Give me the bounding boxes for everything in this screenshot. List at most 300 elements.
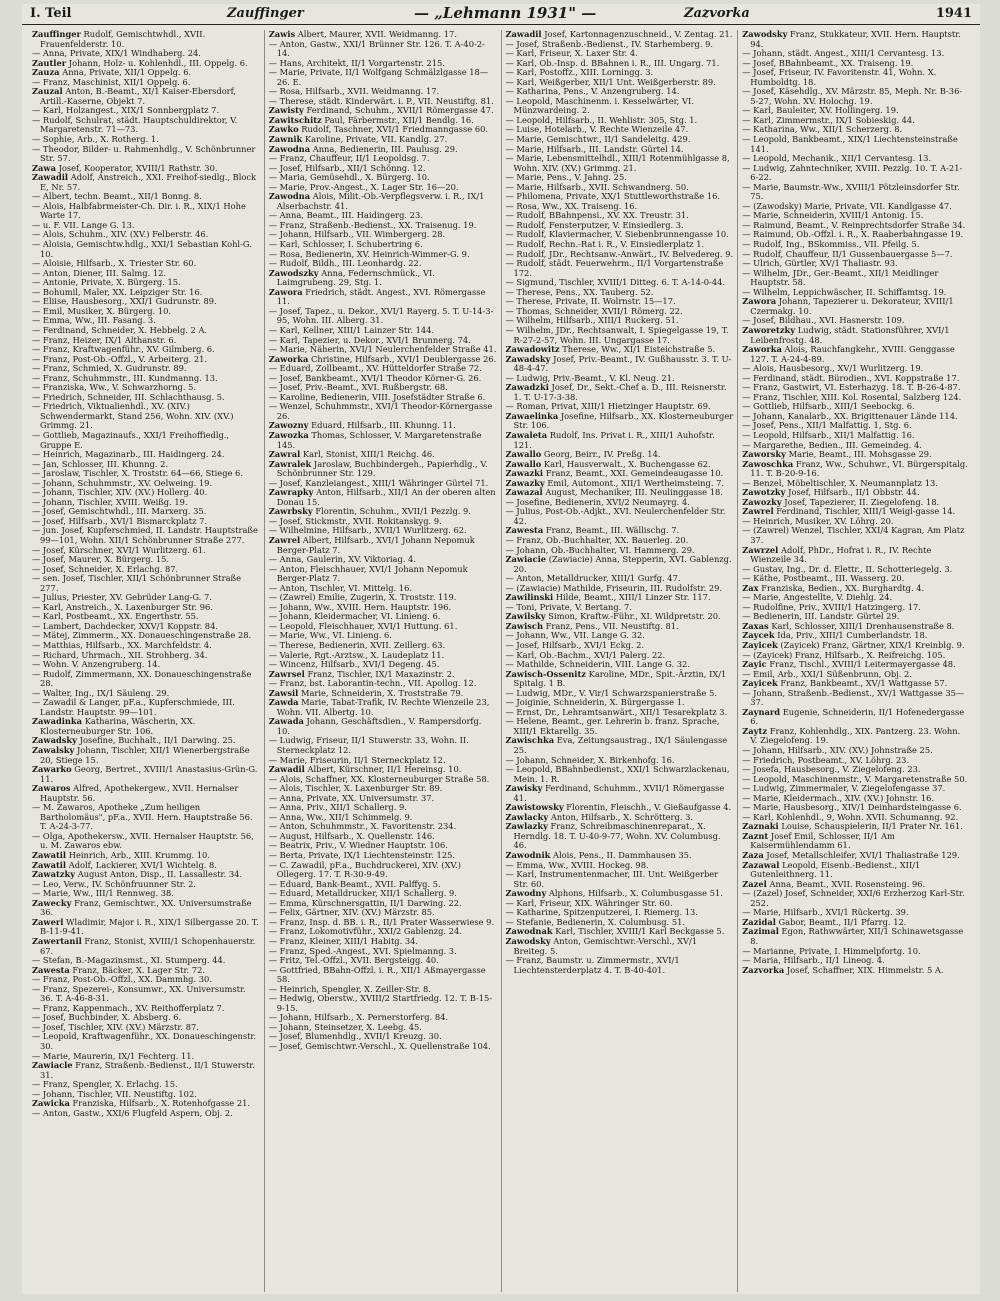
- directory-entry: [269, 698, 497, 717]
- entry-details: — Marie, Schneiderin, XVIII/1 Antonig. 15.: [742, 210, 924, 221]
- entry-details: — Olga, Apothekersw., XVII. Hernalser Hauptstr. 56, u. M. Zawaros ebw.: [32, 830, 254, 851]
- entry-details: Marie, Schneiderin, X. Troststraße 79.: [298, 687, 464, 698]
- directory-entry: [32, 918, 260, 937]
- entry-details: — Anton, Metalldrucker, XIII/1 Gurfg. 47.: [505, 573, 681, 584]
- entry-details: — Leo, Verw., IV. Schönfruunner Str. 2.: [32, 878, 197, 889]
- entry-surname: Zawralek: [268, 458, 312, 469]
- entry-details: — Franz, bst. Laborantin-techn., VII. Apollog. 12.: [268, 678, 477, 689]
- directory-entry: [32, 202, 260, 221]
- entry-details: — Anton, Tischler, VI. Mittelg. 16.: [268, 582, 413, 593]
- page-header: [22, 4, 980, 25]
- entry-details: Wladimir, Major i. R., XIX/1 Silbergasse 20. T. B-11-9-41.: [40, 916, 259, 937]
- directory-entry: [506, 97, 734, 116]
- entry-surname: Zawrzel: [742, 544, 779, 555]
- entry-details: — Marie, Hausbesorg., XIV/1 Deinhardsteingasse 6.: [742, 802, 962, 813]
- directory-entry: [269, 736, 497, 755]
- directory-entry: [269, 40, 497, 59]
- directory-entry: [32, 574, 260, 593]
- entry-surname: Zawallo: [505, 449, 542, 460]
- entry-details: Marie, Beamt., III. Mohsgasse 29.: [785, 449, 932, 460]
- entry-details: — Emil, Musiker, X. Bürgerg. 10.: [32, 305, 172, 316]
- entry-details: — Rudolf, Schulrat, städt. Hauptschuldirektor, V. Margaretenstr. 71—73.: [32, 114, 238, 135]
- entry-details: — Ludwig, MDr., V. Vir/1 Schwarzspanierstraße 5.: [505, 687, 718, 698]
- entry-details: — Rosa, Bedienerin, XV. Heinrich-Wimmer-G. 9.: [268, 248, 470, 259]
- entry-details: — (Zawiacie) Mathilde, Friseurin, III. Rudolfstr. 29.: [505, 582, 723, 593]
- columns-container: [28, 30, 974, 1292]
- entry-details: — Joiginie, Schneiderin, X. Bürgergasse 1.: [505, 697, 685, 708]
- entry-details: — Heinrich, Spengler, X. Zeiller-Str. 8.: [268, 983, 431, 994]
- entry-details: — Katharina, Pens., V. Anzengruberg. 14.: [505, 86, 680, 97]
- entry-details: — Maria, Gemüsehdl., X. Bürgerg. 10.: [268, 172, 430, 183]
- directory-entry: [32, 1109, 260, 1119]
- column-2: [265, 30, 502, 1292]
- entry-details: Florentin, Schuhm., XVII/1 Pezzlg. 9.: [312, 506, 471, 517]
- directory-entry: [742, 30, 970, 49]
- entry-details: — (Zawodsky) Marie, Private, VII. Kandlgasse 47.: [742, 200, 952, 211]
- entry-details: — Wilhelm, JDr., Rechtsanwalt, I. Spiegelgasse 19, T. R-27-2-57, Wohn. III. Ungargasse 17.: [505, 324, 729, 345]
- directory-entry: [506, 956, 734, 975]
- entry-details: Anna, Bedienerin, III. Paulusg. 29.: [310, 143, 458, 154]
- entry-details: — Karl, Ob.-Insp. d. BBahnen i. R., III. Ungarg. 71.: [505, 57, 720, 68]
- entry-details: — (Zawrel) Emilie, Zugerin, X. Troststr. 119.: [268, 592, 457, 603]
- entry-details: — Aloisia, Gemischtw.hdlg., XXI/1 Sebastian Kohl-G. 10.: [32, 239, 252, 259]
- entry-details: Anton, B.-Beamt., XI/1 Kaiser-Ebersdorf, Artill.-Kaserne, Objekt 7.: [40, 86, 237, 106]
- entry-details: — Rudolf, Rechn.-Rat i. R., V. Einsiedlerplatz 1.: [505, 239, 705, 250]
- entry-details: — Benzel, Möbeltischler, X. Neumannplatz 13.: [742, 477, 938, 488]
- entry-details: Ludwig, städt. Stationsführer, XVI/1 Leibenfrostg. 48.: [750, 324, 950, 345]
- entry-surname: Zawadsky: [32, 735, 77, 746]
- entry-surname: Zawazal: [505, 487, 543, 498]
- entry-details: Anton, Hilfsarb., X. Schrötterg. 3.: [548, 811, 694, 822]
- entry-details: Josef, Tapezierer, II. Ziegelofeng. 18.: [781, 496, 940, 507]
- entry-details: Johann, Tapezierer u. Dekorateur, XVIII/1 Czermakg. 10.: [750, 296, 954, 316]
- entry-details: Albert, Maurer, XVII. Weidmanng. 17.: [295, 30, 457, 39]
- entry-details: — Karl, Tapezier, u. Dekor., XVI/1 Brunnerg. 74.: [268, 334, 471, 345]
- entry-details: — Toni, Private, V. Bertang. 7.: [505, 601, 632, 612]
- entry-details: — Leopold, Maschinenmstr., V. Margaretenstraße 50.: [742, 773, 968, 784]
- entry-details: — Rudolf, BBahnpensi., XV. XX. Treustr. 31.: [505, 210, 689, 221]
- entry-details: — Josef, Gemischtwhdl., III. Marxerg. 35.: [32, 506, 207, 517]
- directory-entry: [742, 460, 970, 479]
- directory-entry: [742, 297, 970, 316]
- entry-details: — Anton, Schuhmmstr., X. Favoritenstr. 234.: [268, 821, 457, 832]
- entry-details: — Josef, Bankbeamt., XVI/1 Theodor Körner-G. 26.: [268, 372, 482, 383]
- entry-surname: Zauzal: [32, 86, 63, 97]
- entry-details: — Friedrich, Viktualienhdl., XV. (XIV.) Schwendermarkt, Stand 256, Wohn. XIV. (XV.) Grimmg. 21.: [32, 401, 234, 431]
- entry-details: — Franz, Kleiner, XIII/1 Habitg. 34.: [268, 935, 419, 946]
- entry-details: — Johann, städt. Angest., XIII/1 Cervantesg. 13.: [742, 48, 945, 59]
- directory-entry: [32, 985, 260, 1004]
- entry-details: — Jaroslaw, Tischler, X. Troststr. 64—66, Stiege 6.: [32, 468, 243, 479]
- entry-details: — Katharina, Ww., XII/1 Scherzerg. 8.: [742, 124, 903, 135]
- entry-details: — Anton, Gastw., XXI/6 Flugfeld Aspern, Obj. 2.: [32, 1107, 233, 1118]
- entry-details: Gabor, Beamt., II/1 Pfarrg. 12.: [775, 916, 907, 927]
- entry-details: — Anna, Private, XX. Universumstr. 37.: [268, 792, 435, 803]
- directory-entry: [742, 326, 970, 345]
- directory-entry: [742, 183, 970, 202]
- entry-details: — Friedrich, Postbeamt., XV. Löhrg. 23.: [742, 754, 910, 765]
- directory-entry: [506, 383, 734, 402]
- entry-surname: Zawischka: [505, 735, 555, 746]
- directory-entry: [32, 670, 260, 689]
- entry-details: — Franz, Sped.-Angest., XVI. Spielmanng. 3.: [268, 945, 457, 956]
- entry-details: (Zawiacie) Anna, Stepperin, XVI. Gablenzg. 20.: [513, 554, 732, 574]
- entry-details: — Rudolf, städt. Feuerwehrm., II/1 Vorgartenstraße 172.: [505, 258, 724, 278]
- entry-surname: Zawecky: [32, 897, 72, 908]
- entry-details: Rudolf, Gemischtwhdl., XVII. Frauenfelderstr. 10.: [40, 30, 206, 49]
- entry-details: — Josef, BBahnbeamt., XX. Traiseng. 19.: [742, 57, 914, 68]
- directory-entry: [742, 708, 970, 727]
- entry-surname: Zawazky: [505, 477, 545, 488]
- entry-surname: Zawis: [268, 30, 296, 39]
- entry-surname: Zax: [742, 582, 759, 593]
- directory-entry: [32, 240, 260, 259]
- entry-surname: Zaxas: [742, 620, 769, 631]
- entry-surname: Zawisky: [505, 783, 543, 794]
- entry-details: Ferdinand, Tischler, XIII/1 Weigl-gasse 14.: [773, 506, 956, 517]
- directory-entry: [32, 937, 260, 956]
- entry-details: — (Zayicek) Franz, Hilfsarb., X. Reifreichg. 105.: [742, 649, 946, 660]
- entry-surname: Zawda: [268, 697, 299, 708]
- directory-entry: [32, 526, 260, 545]
- directory-entry: [32, 116, 260, 135]
- entry-details: Leopold, Eisenb.-Bedienst., XII/1 Gutenleithnerg. 11.: [750, 859, 921, 880]
- entry-details: — Leopold, Mechanik., XII/1 Cervantesg. 13.: [742, 153, 932, 164]
- entry-details: Franz, Tischler, IX/1 Maxazinstr. 2.: [304, 668, 455, 679]
- entry-details: — Franz, Tischler, XIII. Kol. Rosental, Salzberg 124.: [742, 391, 962, 402]
- directory-entry: [506, 326, 734, 345]
- directory-entry: [742, 832, 970, 851]
- entry-details: — Wohn. V. Anzengruberg. 14.: [32, 659, 161, 670]
- entry-details: — Johann, Tischler, XIV. (XV.) Hollerg. 40.: [32, 487, 208, 498]
- directory-entry: [506, 507, 734, 526]
- entry-details: Franz, Straßenb.-Bedienst., II/1 Stuwerstr. 31.: [40, 1060, 255, 1080]
- entry-details: — Leopold, BBahnbedienst., XXI/1 Schwarzlackenau, Mein. 1. R.: [505, 764, 730, 784]
- directory-entry: [742, 889, 970, 908]
- entry-details: Franz, Pens., VII. Neustiftg. 81.: [542, 620, 679, 631]
- entry-details: — Josef, Straßenb.-Bedienst., IV. Starhemberg. 9.: [505, 38, 714, 49]
- entry-surname: Zawko: [268, 124, 299, 135]
- entry-details: Rudolf, Ins. Privat i. R., XIII/1 Auhofstr. 121.: [513, 429, 715, 450]
- entry-surname: Zawisch-Ossenitz: [505, 668, 587, 679]
- entry-details: Thomas, Schlosser, V. Margaretenstraße 145.: [276, 429, 482, 450]
- entry-details: — Rosa, Hilfsarb., XVII. Weidmanng. 17.: [268, 86, 440, 97]
- entry-details: Anna, Private, XII/1 Oppelg. 6.: [59, 67, 192, 78]
- directory-entry: [32, 173, 260, 192]
- entry-details: — Julius, Post-Ob.-Adjkt., XVI. Neulerchenfelder Str. 42.: [505, 506, 726, 526]
- entry-surname: Zawerl: [32, 916, 64, 927]
- entry-details: Anna, Federnschmück., VI. Laimgrubeng. 29, Stg. 1.: [276, 267, 435, 288]
- entry-details: — Ludwig, Zahntechniker, XVIII. Pezzlg. 10. T. A-21-6-22.: [742, 162, 963, 183]
- entry-details: — Wilhelm, JDr., Ger.-Beamt., XII/1 Meidlinger Hauptstr. 58.: [742, 267, 939, 288]
- entry-details: — Rudolf, Klaviermacher, V. Siebenbrunnengasse 10.: [505, 229, 729, 240]
- entry-surname: Zawodsky: [742, 30, 788, 39]
- entry-surname: Zawrel: [268, 534, 301, 545]
- directory-entry: [506, 670, 734, 689]
- entry-surname: Zaznt: [742, 830, 769, 841]
- entry-surname: Zaza: [742, 850, 764, 861]
- directory-entry: [742, 68, 970, 87]
- directory-entry: [269, 307, 497, 326]
- entry-details: — Gottfried, BBahn-Offzl. i. R., XII/1 Aßmayergasse 58.: [268, 964, 486, 985]
- entry-surname: Zayic: [742, 659, 767, 670]
- entry-details: — Anton, Gastw., XXI/1 Brünner Str. 126. T. A-40-2-14.: [268, 38, 485, 59]
- entry-details: — Matthias, Hilfsarb., XX. Marchfeldstr. 4.: [32, 640, 212, 650]
- directory-entry: [32, 1061, 260, 1080]
- entry-surname: Zawrapky: [268, 487, 314, 498]
- directory-entry: [506, 431, 734, 450]
- directory-entry: [32, 402, 260, 431]
- entry-details: — Franziska, Ww., V. Schwarzhorng. 5.: [32, 382, 197, 393]
- entry-details: Josef, Metallschleifer, XVI/1 Thaliastraße 129.: [763, 850, 960, 861]
- entry-details: — Marie, Hilfsarb., XVI/1 Rückertg. 39.: [742, 907, 909, 918]
- entry-surname: Zawalsky: [32, 745, 75, 756]
- entry-details: Louise, Schauspielerin, II/1 Prater Nr. 161.: [778, 821, 963, 832]
- entry-details: Florentin, Fleischh., V. Gießaufgasse 4.: [563, 802, 732, 813]
- directory-entry: [742, 689, 970, 708]
- entry-details: — Franz, Kraftwagenführ., XV. Gilmberg. 6.: [32, 344, 215, 355]
- entry-details: — Anna, Private, XIX/1 Windhaberg. 24.: [32, 48, 201, 59]
- directory-entry: [32, 698, 260, 717]
- entry-details: — Alois, Halbfabrmeister-Ch. Dir. i. R., XIX/1 Hohe Warte 17.: [32, 200, 246, 221]
- entry-details: — Wenzel, Schuhmmstr., XVI/1 Theodor-Körnergasse 26.: [268, 401, 493, 421]
- entry-surname: Zawozny: [268, 420, 309, 431]
- entry-details: Rudolf, Taschner, XVI/1 Friedmanngasse 60.: [298, 124, 489, 135]
- entry-details: — Karl, Kohlenhdl., 9, Wohn. XVII. Schumanng. 92.: [742, 811, 959, 822]
- directory-entry: [32, 765, 260, 784]
- directory-entry: [742, 966, 970, 976]
- entry-details: — Josef, Kürschner, XVI/1 Wurlitzerg. 61.: [32, 544, 206, 555]
- entry-details: Franz, Tischl., XVIII/1 Leitermayergasse 48.: [766, 659, 956, 670]
- directory-entry: [269, 431, 497, 450]
- directory-entry: [269, 269, 497, 288]
- entry-surname: Zauffinger: [32, 30, 81, 39]
- entry-details: — Emil, Arb., XXI/1 Süßenbrunn, Obj. 2.: [742, 668, 912, 679]
- entry-surname: Zauza: [32, 67, 60, 78]
- entry-details: — Ludwig, Zimmermaler, V. Ziegelofengasse 37.: [742, 783, 946, 794]
- entry-details: Paul, Färbermstr., XII/1 Bendlg. 16.: [321, 114, 474, 125]
- entry-surname: Zawesta: [32, 964, 70, 975]
- entry-details: Christine, Hilfsarb., XVI/1 Deublergasse 26.: [308, 353, 497, 364]
- entry-surname: Zawadowitz: [505, 344, 560, 355]
- entry-details: Karoline, Private, VII. Kandlg. 27.: [302, 134, 448, 145]
- entry-details: Franz, Beamt., XXI. Gemeindeaugasse 10.: [543, 468, 724, 479]
- entry-details: — Josef, Schneider, X. Erlachg. 87.: [32, 563, 179, 574]
- entry-surname: Zawadil: [505, 30, 542, 39]
- entry-surname: Zawozky: [742, 496, 782, 507]
- entry-surname: Zawa: [32, 162, 56, 173]
- entry-details: — Josef, Stickmstr., XVII. Rokitanskyg. 9.: [268, 515, 442, 526]
- directory-entry: [32, 717, 260, 736]
- directory-entry: [506, 717, 734, 736]
- entry-details: — Karl, Weißgerber, XII/1 Unt. Weißgerberstr. 89.: [505, 76, 716, 87]
- entry-details: Josef, Priv.-Beamt., IV. Gußhausstr. 3. T. U-48-4-47.: [513, 353, 732, 374]
- entry-details: — Friedrich, Schneider, III. Schlachthausg. 5.: [32, 391, 225, 402]
- entry-details: Egon, Rathwwärter, XII/1 Schinawetsgasse 8.: [750, 926, 964, 946]
- entry-details: — Eduard, Bank-Beamt., XVII. Palffyg. 5.: [268, 878, 441, 889]
- entry-details: — Marie, Lebensmittelhdl., XIII/1 Rotenmühlgasse 8, Wohn. XIV. (XV.) Grimmg. 21.: [505, 153, 730, 173]
- entry-details: — Marie, Näherin, XVI/1 Neulerchenfelder Straße 41.: [268, 344, 497, 355]
- entry-details: Josefine, Buchhalt., II/1 Darwing. 25.: [77, 735, 236, 746]
- entry-details: — Käthe, Postbeamt., III. Wasserg. 20.: [742, 573, 905, 584]
- entry-surname: Zawadzki: [505, 382, 549, 393]
- entry-details: — Alois, Tischler, X. Laxenburger Str. 89.: [268, 783, 443, 794]
- entry-details: — Gottlieb, Magazinaufs., XXI/1 Freihoffiedlg., Gruppe E.: [32, 429, 230, 450]
- entry-details: — Johann, Kanalarb., XX. Brigittenauer Lände 114.: [742, 410, 958, 421]
- entry-details: (Zayicek) Franz, Gärtner, XIX/1 Kreinblg. 9.: [777, 640, 965, 650]
- directory-entry: [32, 145, 260, 164]
- entry-details: — Josef, Blumenhdlg., XVII/1 Kreuzg. 30.: [268, 1031, 442, 1042]
- directory-entry: [742, 164, 970, 183]
- entry-details: — Josef, Maurer, X. Bürgerg. 15.: [32, 554, 170, 565]
- entry-details: — Marie, Prov.-Angest., X. Lager Str. 16—20.: [268, 181, 459, 192]
- entry-details: — Helene, Beamt., ger. Lehrerin b. franz. Sprache, XIII/1 Ektarellg. 35.: [505, 716, 720, 736]
- entry-details: — Ferdinand, Schneider, X. Hebbelg. 2 A.: [32, 324, 208, 335]
- entry-details: — Josef, Tapez., u. Dekor., XVI/1 Rayerg. 5. T. U-14-3-95, Wohn. III. Alberg. 31.: [268, 305, 494, 326]
- entry-details: — Margarethe, Bedien., III. Gemeindeg. 4.: [742, 439, 922, 450]
- entry-surname: Zawitschitz: [268, 114, 322, 125]
- entry-details: — Josef, Hilfsarb., XVI/1 Eckg. 2.: [505, 640, 645, 650]
- entry-details: Franz, Ww., Schuhwr., VI. Bürgerspitalg. 11. T. B-20-9-16.: [750, 458, 968, 479]
- entry-surname: Zazidal: [742, 916, 776, 927]
- entry-details: Anton, Gemischtwr.-Verschl., XV/1 Breiteg. 5.: [513, 935, 698, 956]
- entry-surname: Zawallo: [505, 458, 542, 469]
- directory-entry: [506, 412, 734, 431]
- entry-details: Johann, Tischler, XII/1 Wienerbergstraße 20, Stiege 15.: [40, 745, 250, 765]
- entry-details: — Sophie, Arb., X. Rotherg. 1.: [32, 134, 159, 145]
- directory-entry: [742, 546, 970, 565]
- entry-surname: Zawoschka: [742, 458, 794, 469]
- entry-surname: Zawisty: [268, 105, 304, 116]
- entry-details: — Aloisie, Hilfsarb., X. Triester Str. 60.: [32, 258, 197, 269]
- entry-details: Anton, Hilfsarb., XII/1 An der oberen alten Donau 15.: [276, 487, 496, 507]
- directory-entry: [269, 402, 497, 421]
- directory-entry: [742, 345, 970, 364]
- entry-details: — Antonie, Private, X. Bürgerg. 15.: [32, 277, 181, 288]
- entry-details: Adolf, Lackierer, XVI/1 Wichtelg. 8.: [66, 859, 217, 870]
- entry-details: — Franz, Ob.-Buchhalter, XX. Bauerleg. 20.: [505, 534, 689, 545]
- entry-surname: Zawlacky: [505, 811, 549, 822]
- entry-details: — Josef, Hilfsarb., XVI/1 Bismarckplatz 7.: [32, 515, 208, 526]
- entry-details: — Rudolf, Zimmermann, XX. Donaueschingenstraße 28.: [32, 668, 252, 689]
- page-number: 1941: [935, 6, 972, 21]
- entry-surname: Zawiacle: [32, 1060, 73, 1071]
- entry-details: — Josef, Bildhau., XVI. Hasnerstr. 109.: [742, 315, 905, 326]
- entry-surname: Zawlazky: [505, 821, 548, 832]
- directory-entry: [506, 765, 734, 784]
- entry-details: — Thomas, Schneider, XVII/1 Römerg. 22.: [505, 305, 683, 316]
- entry-details: — Franz, Schmied, X. Gudrunstr. 89.: [32, 363, 187, 374]
- entry-details: Alphons, Hilfsarb., X. Columbusgasse 51.: [546, 888, 723, 899]
- entry-details: — Josef, Kanzleiangest., XIII/1 Währinger Gürtel 71.: [268, 477, 489, 488]
- entry-surname: Zawora: [742, 296, 777, 307]
- entry-details: Karl, Schlosser, XIII/1 Drenhausenstraße 8.: [768, 620, 955, 631]
- entry-surname: Zawatzky: [32, 869, 76, 880]
- entry-surname: Zawodnak: [505, 926, 553, 937]
- entry-details: — Wincenz, Hilfsarb., XVI/1 Degeng. 45.: [268, 659, 440, 670]
- entry-details: — Marie, Angestellte, V. Diehlg. 24.: [742, 592, 893, 603]
- entry-details: — Alois, Schuhm., XIV. (XV.) Felberstr. 46.: [32, 229, 209, 240]
- entry-surname: Zawodny: [505, 888, 547, 899]
- entry-details: — Johann, Straßenb.-Bedienst., XV/1 Wattgasse 35—37.: [742, 687, 965, 708]
- entry-details: — Franz, Baumstr. u. Zimmermstr., XVI/1 Liechtensterderplatz 4. T. B-40-401.: [505, 955, 680, 975]
- entry-details: Alois, Pens., II. Dammhausen 35.: [550, 850, 692, 861]
- entry-surname: Zawrel: [742, 506, 774, 517]
- entry-surname: Zawodnik: [505, 850, 551, 861]
- entry-details: — jun. Josef, Kupferschmied, II. Landstr. Hauptstraße 99—101, Wohn. XII/1 Schönbrunner Straße 277.: [32, 525, 258, 545]
- entry-details: — Zawadil & Langer, pF.a., Kupferschmiede, III. Landstr. Hauptstr. 99—101.: [32, 697, 235, 717]
- directory-entry: [269, 460, 497, 479]
- entry-details: — Gottlieb, Hilfsarb., XIII/1 Seebockg. 6.: [742, 401, 915, 412]
- entry-details: — u. F. VII. Lange G. 13.: [32, 219, 135, 230]
- entry-details: — Wilhelmine, Hilfsarb., XVII/1 Wurlitzerg. 62.: [268, 525, 467, 536]
- entry-surname: Zawozka: [268, 429, 309, 440]
- entry-details: — Therese, Private, II. Wolrnstr. 15—17.: [505, 296, 676, 307]
- entry-details: — Marie, Private, II/1 Wolfgang Schmälzlgasse 18—26. E.: [268, 67, 489, 87]
- entry-surname: Zawazki: [505, 468, 544, 479]
- entry-details: — Raimund, Ob.-Offzl. i. R., X. Raaberbahngasse 19.: [742, 229, 964, 240]
- directory-entry: [269, 288, 497, 307]
- entry-details: — Emma, Ww., III. Fasang. 3.: [32, 315, 156, 326]
- entry-details: — Johann, Tischler, VII. Neustiftg. 102.: [32, 1088, 197, 1099]
- entry-details: — Rudolf, Bildh., III. Leonhardg. 22.: [268, 258, 422, 269]
- entry-details: August, Mechaniker, III. Neulinggasse 18.: [542, 487, 723, 498]
- entry-details: August Anton, Disp., II. Lassallestr. 34.: [75, 869, 243, 880]
- directory-entry: [269, 488, 497, 507]
- entry-surname: Zawesta: [505, 525, 544, 536]
- entry-details: — Leopold, Fleischhauer, XVI/1 Huttung. 61.: [268, 620, 458, 631]
- entry-surname: Zawsil: [268, 687, 299, 698]
- entry-details: — Karl, Holzangest., XIX/1 Sonnbergplatz 7.: [32, 105, 220, 116]
- directory-entry: [506, 784, 734, 803]
- entry-details: — Josef, Priv.-Beamt., XVI. Rußbergstr. 68.: [268, 382, 448, 393]
- entry-details: — Franz, Chauffeur, II/1 Leopoldsg. 7.: [268, 153, 430, 164]
- entry-details: — Josef, Käsehdlg., XV. Märzstr. 85, Meph. Nr. B-36-5-27, Wohn. XV. Holochg. 19.: [742, 86, 963, 106]
- entry-details: Eduard, Hilfsarb., III. Khunng. 11.: [308, 420, 456, 431]
- entry-details: — Mätej, Zimmerm., XX. Donaueschingenstraße 28.: [32, 630, 252, 641]
- entry-details: — Franz, Kappenmach., XV. Reithofferplatz 7.: [32, 1002, 225, 1013]
- entry-details: — Karl, Bauleiter, XV. Hollingerg. 19.: [742, 105, 899, 116]
- entry-details: — Raimund, Beamt., V. Reinprechtsdorfer Straße 34.: [742, 219, 966, 230]
- entry-details: — Rudolf, JDr., Rechtsanw.-Anwärt., IV. Belvedereg. 9.: [505, 248, 734, 259]
- entry-details: — Franz, Maschinist, XII/1 Oppelg. 6.: [32, 76, 191, 87]
- entry-details: — Theodor, Bilder- u. Rahmenhdlg., V. Schönbrunner Str. 57.: [32, 143, 256, 164]
- entry-surname: Zawodszky: [268, 267, 319, 278]
- entry-details: — C. Zawadil, pF.a., Buchdruckerei, XIV. (XV.) Ollegerg. 17. T. R-30-9-49.: [268, 859, 461, 880]
- entry-details: — Katharine, Spitzenputzerei, I. Riemerg. 13.: [505, 907, 698, 918]
- entry-details: — Johann, Hilfsarb., XIV. (XV.) Johnstraße 25.: [742, 745, 933, 756]
- entry-details: Simon, Kraftw.-Führ., XI. Wildpretstr. 20.: [545, 611, 721, 622]
- entry-details: — Wilhelm, Hilfsarb., XIII/1 Ruckerg. 51.: [505, 315, 679, 326]
- entry-details: — Josef, Friseur, IV. Favoritenstr. 41, Wohn. X. Humboldtg. 18.: [742, 67, 937, 87]
- entry-details: — Karoline, Bedienerin, VIII. Josefstädter Straße 6.: [268, 391, 486, 402]
- entry-surname: Zayicek: [742, 640, 778, 650]
- entry-details: Ferdinand, Schuhm., XVII/1 Römergasse 47.: [303, 105, 494, 116]
- entry-details: — Luise, Hotelarb., V. Rechte Wienzeile 47.: [505, 124, 689, 135]
- entry-details: Josef, Dr., Sekt.-Chef a. D., III. Reisnerstr. 1. T. U-17-3-38.: [513, 382, 727, 402]
- entry-surname: Zazvorka: [742, 964, 785, 975]
- directory-entry: [32, 1032, 260, 1051]
- column-1: [28, 30, 265, 1292]
- entry-surname: Zawrsel: [268, 668, 305, 679]
- entry-surname: Zazimal: [742, 926, 779, 937]
- entry-details: — Josef, Tischler, XIV. (XV.) Märzstr. 87.: [32, 1021, 199, 1032]
- entry-details: — Franz, Insp. d. BB. i. R., II/1 Prater Wasserwiese 9.: [268, 916, 495, 927]
- entry-details: — Eduard, Zollbeamt., XV. Hütteldorfer Straße 72.: [268, 363, 482, 374]
- entry-details: — Alois, Schaffner, XX. Klosterneuburger Straße 58.: [268, 773, 490, 784]
- entry-details: — Marianne, Private, I. Himmelpfortg. 10.: [742, 945, 921, 956]
- entry-surname: Zaworka: [268, 353, 309, 364]
